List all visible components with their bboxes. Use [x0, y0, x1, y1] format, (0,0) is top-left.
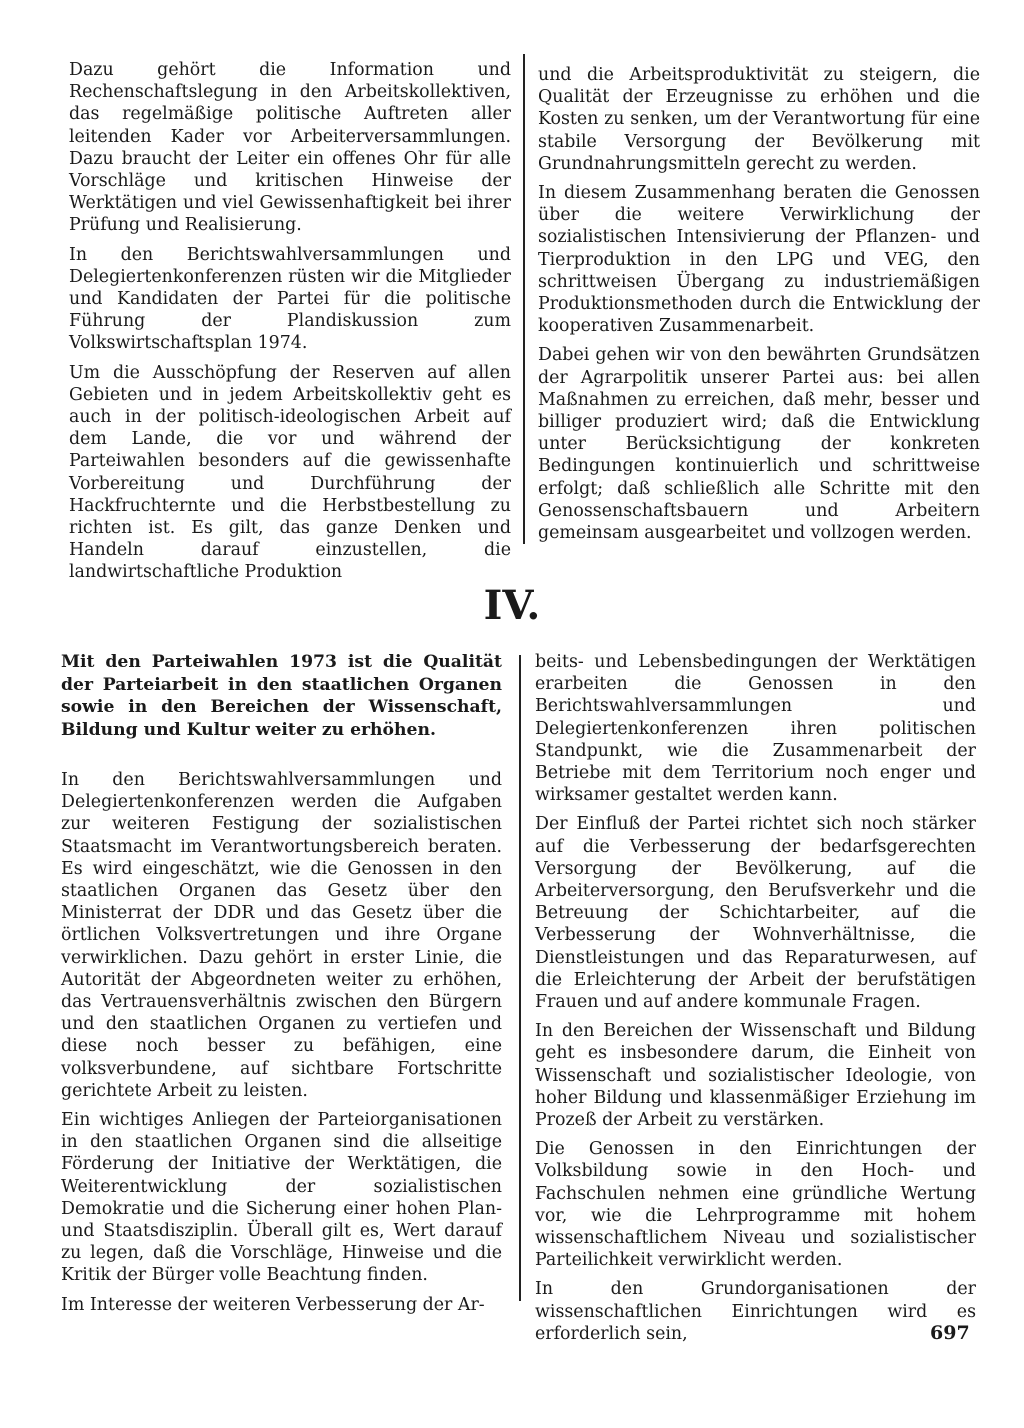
paragraph: Der Einfluß der Partei richtet sich noch stärker auf die Verbesserung der bedarfsgerechten Versorgung der Bevölkerung, auf die Arbeiterversorgung, den Berufsverkehr und die Betreuung der Schichtarbeiter, auf die Verbesserung der Wohnverhältnisse, die Dienstleistungen und das Reparaturwesen, auf die Erleichterung der Arbeit der berufstätigen Frauen und auf andere kommunale Fragen.	[535, 814, 976, 1013]
paragraph: Dazu gehört die Information und Rechenschaftslegung in den Arbeitskollektiven, das regelmäßige politische Auftreten aller leitenden Kader vor Arbeiterversammlungen. Dazu braucht der Leiter ein offenes Ohr für alle Vorschläge und kritischen Hinweise der Werktätigen und viel Gewissenhaftigkeit bei ihrer Prüfung und Realisierung.	[69, 60, 511, 236]
paragraph: In diesem Zusammenhang beraten die Genossen über die weitere Verwirklichung der sozialistischen Intensivierung der Pflanzen- und Tierproduktion in den LPG und VEG, den schrittweisen Übergang zu industriemäßigen Produktionsmethoden durch die Entwicklung der kooperativen Zusammenarbeit.	[538, 183, 980, 337]
paragraph: beits- und Lebensbedingungen der Werktätigen erarbeiten die Genossen in den Berichtswahlversammlungen und Delegiertenkonferenzen ihren politischen Standpunkt, wie die Zusammenarbeit der Betriebe mit dem Territorium noch enger und wirksamer gestaltet werden kann.	[535, 652, 976, 806]
bottom-right-column	[535, 651, 976, 1352]
paragraph: Ein wichtiges Anliegen der Parteiorganisationen in den staatlichen Organen sind die allseitige Förderung der Initiative der Werktätigen, die Weiterentwicklung der sozialistischen Demokratie und die Sicherung einer hohen Plan- und Staatsdisziplin. Überall gilt es, Wert darauf zu legen, daß die Vorschläge, Hinweise und die Kritik der Bürger volle Beachtung finden.	[61, 1110, 502, 1286]
paragraph: In den Grundorganisationen der wissenschaftlichen Einrichtungen wird es erforderlich sein,	[535, 1279, 976, 1344]
section-lead: Mit den Parteiwahlen 1973 ist die Qualität der Parteiarbeit in den staatlichen Organen sowie in den Bereichen der Wissenschaft, Bildung und Kultur weiter zu erhöhen.	[61, 652, 502, 740]
column-divider-bottom	[519, 655, 521, 1301]
bottom-left-column	[61, 651, 502, 1323]
paragraph: und die Arbeitsproduktivität zu steigern, die Qualität der Erzeugnisse zu erhöhen und die Kosten zu senken, um der Verantwortung für eine stabile Versorgung der Bevölkerung mit Grundnahrungsmitteln gerecht zu werden.	[538, 65, 980, 174]
page-number: 697	[930, 1322, 970, 1344]
paragraph: Dabei gehen wir von den bewährten Grundsätzen der Agrarpolitik unserer Partei aus: bei allen Maßnahmen zu erreichen, daß mehr, besser und billiger produziert wird; daß die Entwicklung unter Berücksichtigung der konkreten Bedingungen kontinuierlich und schrittweise erfolgt; daß schließlich alle Schritte mit den Genossenschaftsbauern und Arbeitern gemeinsam ausgearbeitet und vollzogen werden.	[538, 345, 980, 544]
section-heading: IV.	[483, 582, 541, 629]
paragraph: Im Interesse der weiteren Verbesserung der Ar-	[61, 1294, 485, 1315]
top-right-column	[538, 64, 980, 551]
top-left-column	[69, 59, 511, 591]
paragraph: Die Genossen in den Einrichtungen der Volksbildung sowie in den Hoch- und Fachschulen nehmen eine gründliche Wertung vor, wie die Lehrprogramme mit hohem wissenschaftlichem Niveau und sozialistischer Parteilichkeit verwirklicht werden.	[535, 1139, 976, 1271]
column-divider-top	[523, 54, 525, 544]
paragraph: In den Berichtswahlversammlungen und Delegiertenkonferenzen rüsten wir die Mitglieder und Kandidaten der Partei für die politische Führung der Plandiskussion zum Volkswirtschaftsplan 1974.	[69, 244, 511, 354]
paragraph: Um die Ausschöpfung der Reserven auf allen Gebieten und in jedem Arbeitskollektiv geht es auch in der politisch-ideologischen Arbeit auf dem Lande, die vor und während der Parteiwahlen besonders auf die gewissenhafte Vorbereitung und Durchführung der Hackfruchternte und die Herbstbestellung zu richten ist. Es gilt, das ganze Denken und Handeln darauf einzustellen, die landwirtschaftliche Produktion	[69, 362, 511, 583]
paragraph: In den Bereichen der Wissenschaft und Bildung geht es insbesondere darum, die Einheit von Wissenschaft und sozialistischer Ideologie, von hoher Bildung und klassenmäßiger Erziehung im Prozeß der Arbeit zu verstärken.	[535, 1021, 976, 1131]
paragraph: In den Berichtswahlversammlungen und Delegiertenkonferenzen werden die Aufgaben zur weiteren Festigung der sozialistischen Staatsmacht im Verantwortungsbereich beraten. Es wird eingeschätzt, wie die Genossen in den staatlichen Organen das Gesetz über den Ministerrat der DDR und das Gesetz über die örtlichen Volksvertretungen und ihre Organe verwirklichen. Dazu gehört in erster Linie, die Autorität der Abgeordneten weiter zu erhöhen, das Vertrauensverhältnis zwischen den Bürgern und den staatlichen Organen zu vertiefen und diese noch besser zu befähigen, eine volksverbundene, auf sichtbare Fortschritte gerichtete Arbeit zu leisten.	[61, 770, 502, 1101]
